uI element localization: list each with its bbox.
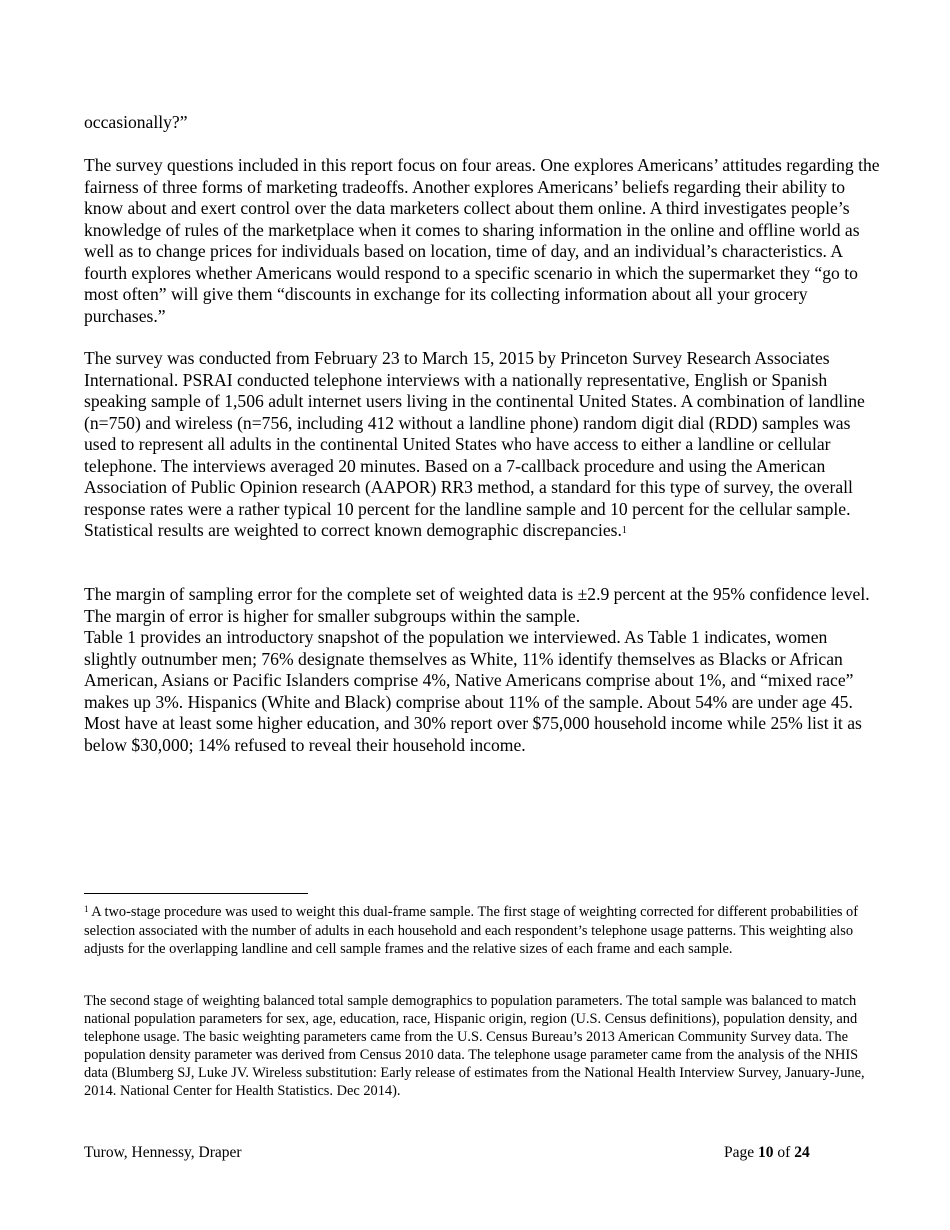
page-current: 10 [758,1144,774,1161]
page-word: Page [724,1144,755,1161]
footnote-1 [84,903,874,958]
footnote-divider [84,893,308,894]
page-total: 24 [794,1144,810,1161]
carry-over-text: occasionally?” [84,112,188,132]
footnote-1-marker: 1 [84,904,89,914]
page-number [724,1144,810,1162]
paragraph-survey-method-text: The survey was conducted from February 23 to March 15, 2015 by Princeton Survey Research Associates International. PSRAI conducted telephone interviews with a nationally representative, English or Spanish speaking sample of 1,506 adult internet users living in the continental United States. A combination of landline (n=750) and wireless (n=756, including 412 without a landline phone) random digit dial (RDD) samples was used to represent all adults in the continental United States who have access to either a landline or cellular telephone. The interviews averaged 20 minutes. Based on a 7-callback procedure and using the American Association of Public Opinion research (AAPOR) RR3 method, a standard for this type of survey, the overall response rates were a rather typical 10 percent for the landline sample and 10 percent for the cellular sample. Statistical results are weighted to correct known demographic discrepancies. [84,348,865,540]
margin-of-error-text: The margin of sampling error for the complete set of weighted data is ±2.9 percent at the 95% confidence level. The margin of error is higher for smaller subgroups within the sample. [84,584,870,626]
paragraph-margin-of-error [84,584,884,756]
paragraph-survey-areas: The survey questions included in this report focus on four areas. One explores Americans’ attitudes regarding the fairness of three forms of marketing tradeoffs. Another explores Americans’ beliefs regarding their ability to know about and exert control over the data marketers collect about them online. A third investigates people’s knowledge of rules of the marketplace when it comes to sharing information in the online and offline world as well as to change prices for individuals based on location, time of day, and an individual’s characteristics. A fourth explores whether Americans would respond to a specific scenario in which the supermarket they “go to most often” will give them “discounts in exchange for its collecting information about all your grocery purchases.” [84,155,880,326]
footer-authors: Turow, Hennessy, Draper [84,1144,242,1161]
of-word: of [777,1144,791,1161]
footnote-1-continued: The second stage of weighting balanced total sample demographics to population parameters. The total sample was balanced to match national population parameters for sex, age, education, race, Hispanic origin, region (U.S. Census definitions), population density, and telephone usage. The basic weighting parameters came from the U.S. Census Bureau’s 2013 American Community Survey data. The population density parameter was derived from Census 2010 data. The telephone usage parameter came from the analysis of the NHIS data (Blumberg SJ, Luke JV. Wireless substitution: Early release of estimates from the National Health Interview Survey, January-June, 2014. National Center for Health Statistics. Dec 2014). [84,993,865,1099]
footnote-1-text: A two-stage procedure was used to weight this dual-frame sample. The first stage of weighting corrected for different probabilities of selection associated with the number of adults in each household and each respondent’s telephone usage patterns. This weighting also adjusts for the overlapping landline and cell sample frames and the relative sizes of each frame and each sample. [84,904,859,957]
population-snapshot-text: Table 1 provides an introductory snapshot of the population we interviewed. As Table 1 indicates, women slightly outnumber men; 76% designate themselves as White, 11% identify themselves as Blacks or African American, Asians or Pacific Islanders comprise 4%, Native Americans comprise about 1%, and “mixed race” makes up 3%. Hispanics (White and Black) comprise about 11% of the sample. About 54% are under age 45. Most have at least some higher education, and 30% report over $75,000 household income while 25% list it as below $30,000; 14% refused to reveal their household income. [84,627,862,755]
footnote-reference[interactable]: 1 [621,525,627,536]
paragraph-survey-method [84,348,884,542]
